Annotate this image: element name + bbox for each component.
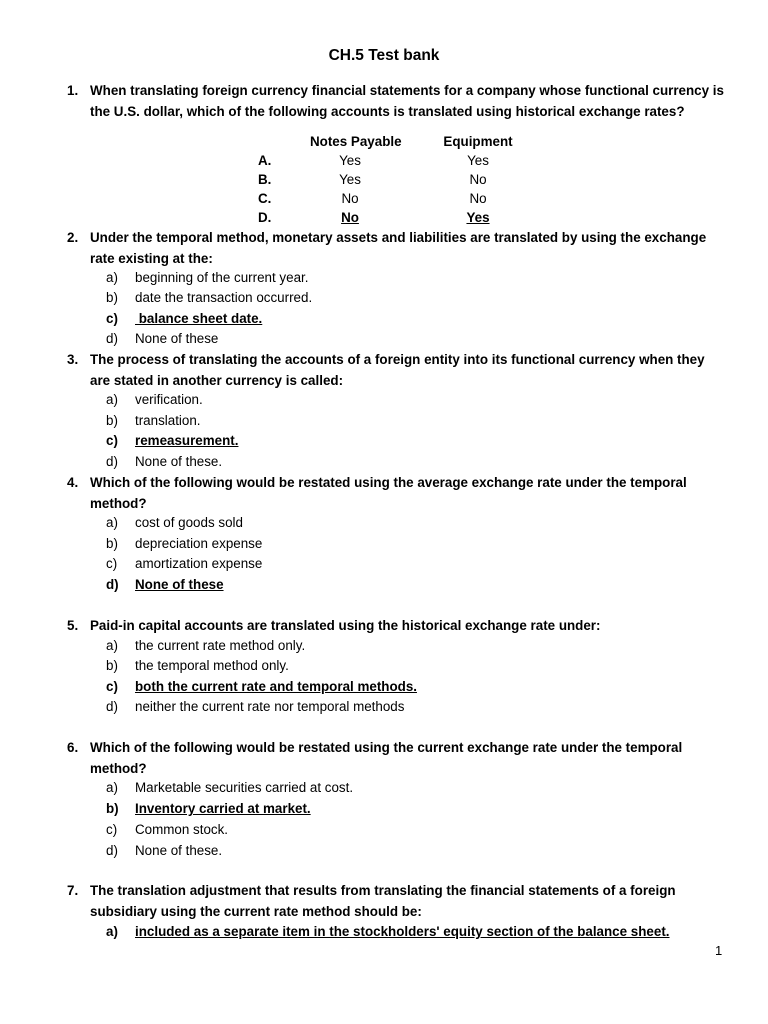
option-text: beginning of the current year. [135,270,309,285]
option-text: both the current rate and temporal methods. [135,679,417,694]
option [106,452,222,473]
column-header-equipment: Equipment [443,134,513,149]
question-text: Which of the following would be restated using the average exchange rate under the temporal method? [90,475,687,511]
table-cell: No [341,191,359,206]
question-number: 3. [67,352,79,367]
table-cell: No [469,191,487,206]
option-letter: a) [106,924,118,939]
correct-option [106,799,311,820]
option-letter: b) [106,413,118,428]
correct-answer: No [341,210,359,225]
option [106,513,243,534]
option [106,534,262,555]
question-text: The process of translating the accounts of a foreign entity into its functional currency when they are stated in another currency is called: [90,352,705,388]
option-text: translation. [135,413,201,428]
question-number: 1. [67,83,79,98]
row-label: B. [258,172,272,187]
row-label: A. [258,153,272,168]
option [106,390,203,411]
correct-option [106,677,417,698]
option-text: Marketable securities carried at cost. [135,780,354,795]
option [106,636,305,657]
question-5 [67,616,727,637]
answer-cell [438,208,518,227]
correct-option [106,922,670,943]
option-text: cost of goods sold [135,515,243,530]
option-text: date the transaction occurred. [135,290,313,305]
option-text: amortization expense [135,556,263,571]
option-text: the temporal method only. [135,658,289,673]
option [106,329,218,350]
option-letter: c) [106,433,118,448]
option-letter: b) [106,658,118,673]
question-number: 7. [67,883,79,898]
question-text: The translation adjustment that results from translating the financial statements of a foreign subsidiary using the current rate method should be: [90,883,676,919]
column-header-notes-payable: Notes Payable [310,134,402,149]
table-cell: No [469,172,487,187]
option [106,778,353,799]
option-letter: a) [106,515,118,530]
option-letter: d) [106,699,118,714]
table-cell: Yes [339,172,361,187]
option-text: None of these [135,577,224,592]
row-label: D. [258,210,272,225]
option-text: None of these. [135,843,223,858]
option-letter: d) [106,331,118,346]
option-text: depreciation expense [135,536,263,551]
question-number: 4. [67,475,79,490]
option-letter: c) [106,556,118,571]
option-text: None of these [135,331,219,346]
option-text: Common stock. [135,822,229,837]
option-text: None of these. [135,454,223,469]
option-text: the current rate method only. [135,638,306,653]
question-number: 2. [67,230,79,245]
option-letter: d) [106,454,118,469]
question-4 [67,473,727,514]
question-2 [67,228,727,269]
option-letter: d) [106,577,119,592]
question-6 [67,738,727,779]
answer-cell [310,208,390,227]
page-title: CH.5 Test bank [328,47,440,64]
question-1 [67,81,727,122]
option-text: included as a separate item in the stockholders' equity section of the balance sheet. [135,924,670,939]
option [106,288,312,309]
option-letter: a) [106,392,118,407]
question-text: Paid-in capital accounts are translated using the historical exchange rate under: [90,618,601,633]
option-letter: a) [106,270,118,285]
option [106,656,289,677]
option [106,554,262,575]
option-text: Inventory carried at market. [135,801,311,816]
option [106,841,222,862]
correct-option [106,431,238,452]
option-letter: c) [106,311,118,326]
option-letter: a) [106,780,118,795]
option [106,268,308,289]
question-text: Which of the following would be restated using the current exchange rate under the temporal method? [90,740,683,776]
table-cell: Yes [467,153,489,168]
question-3 [67,350,727,391]
option-letter: d) [106,843,118,858]
correct-option [106,309,262,330]
option-letter: b) [106,290,118,305]
row-label: C. [258,191,272,206]
option-letter: b) [106,801,119,816]
question-text: Under the temporal method, monetary assets and liabilities are translated by using the exchange rate existing at the: [90,230,707,266]
correct-answer: Yes [466,210,490,225]
option [106,820,228,841]
page-number: 1 [715,943,723,958]
option [106,697,404,718]
option-letter: c) [106,822,118,837]
correct-option [106,575,224,596]
option-letter: a) [106,638,118,653]
option-text: remeasurement. [135,433,239,448]
option-letter: c) [106,679,118,694]
option-text: neither the current rate nor temporal methods [135,699,405,714]
question-7 [67,881,727,922]
option-text: verification. [135,392,203,407]
question-text: When translating foreign currency financial statements for a company whose functional currency is the U.S. dollar, which of the following accounts is translated using historical exchange rates? [90,83,724,119]
table-cell: Yes [339,153,361,168]
question-number: 5. [67,618,79,633]
option [106,411,201,432]
option-text: balance sheet date. [135,311,263,326]
question-number: 6. [67,740,79,755]
option-letter: b) [106,536,118,551]
